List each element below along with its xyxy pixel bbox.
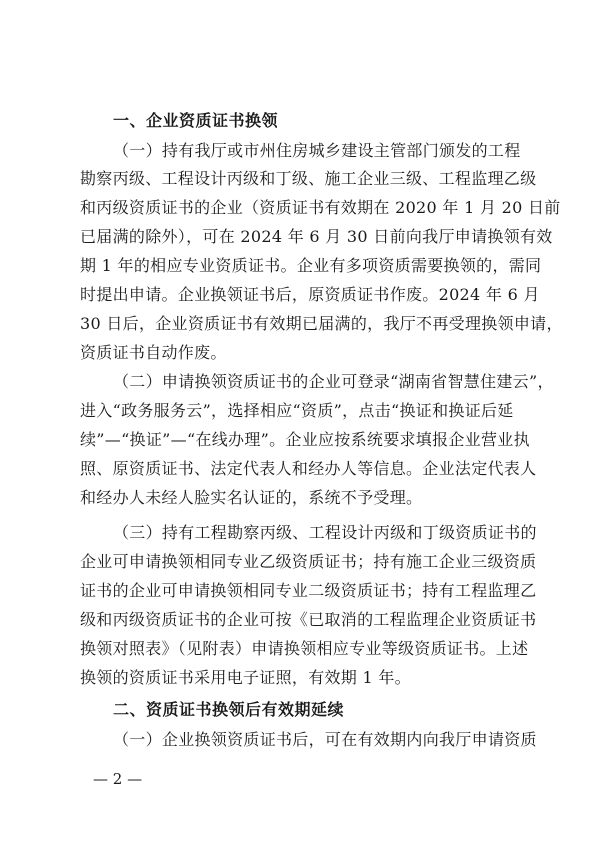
paragraph-line: （三）持有工程勘察丙级、工程设计丙级和丁级资质证书的 (113, 523, 537, 542)
paragraph-line: （一）企业换领资质证书后，可在有效期内向我厅申请资质 (113, 730, 537, 749)
paragraph-line: 30 日后，企业资质证书有效期已届满的，我厅不再受理换领申请， (80, 314, 563, 333)
page-number: — 2 — (93, 770, 143, 788)
paragraph-line: 进入“政务服务云”，选择相应“资质”，点击“换证和换证后延 (80, 401, 514, 420)
section-heading-1: 一、企业资质证书换领 (113, 111, 279, 130)
paragraph-line: 换领对照表》（见附表）申请换领相应专业等级资质证书。上述 (80, 639, 529, 658)
paragraph-line: 企业可申请换领相同专业乙级资质证书；持有施工企业三级资质 (80, 552, 537, 571)
paragraph-line: 照、原资质证书、法定代表人和经办人等信息。企业法定代表人 (80, 459, 537, 478)
section-heading-2: 二、资质证书换领后有效期延续 (113, 700, 345, 719)
paragraph-line: 勘察丙级、工程设计丙级和丁级、施工企业三级、工程监理乙级 (80, 169, 537, 188)
paragraph-line: （二）申请换领资质证书的企业可登录“湖南省智慧住建云”， (113, 372, 554, 391)
paragraph-line: 证书的企业可申请换领相同专业二级资质证书；持有工程监理乙 (80, 581, 537, 600)
paragraph-line: 资质证书自动作废。 (80, 343, 227, 362)
paragraph-line: （一）持有我厅或市州住房城乡建设主管部门颁发的工程 (113, 141, 521, 160)
paragraph-line: 级和丙级资质证书的企业可按《已取消的工程监理企业资质证书 (80, 610, 537, 629)
paragraph-line: 已届满的除外），可在 2024 年 6 月 30 日前向我厅申请换领有效 (80, 227, 553, 246)
paragraph-line: 和丙级资质证书的企业（资质证书有效期在 2020 年 1 月 20 日前 (80, 198, 561, 217)
paragraph-line: 期 1 年的相应专业资质证书。企业有多项资质需要换领的，需同 (80, 256, 542, 275)
paragraph-line: 续”—“换证”—“在线办理”。企业应按系统要求填报企业营业执 (80, 430, 530, 449)
paragraph-line: 换领的资质证书采用电子证照，有效期 1 年。 (80, 668, 411, 687)
paragraph-line: 和经办人未经人脸实名认证的，系统不予受理。 (80, 488, 423, 507)
paragraph-line: 时提出申请。企业换领证书后，原资质证书作废。2024 年 6 月 (80, 285, 540, 304)
